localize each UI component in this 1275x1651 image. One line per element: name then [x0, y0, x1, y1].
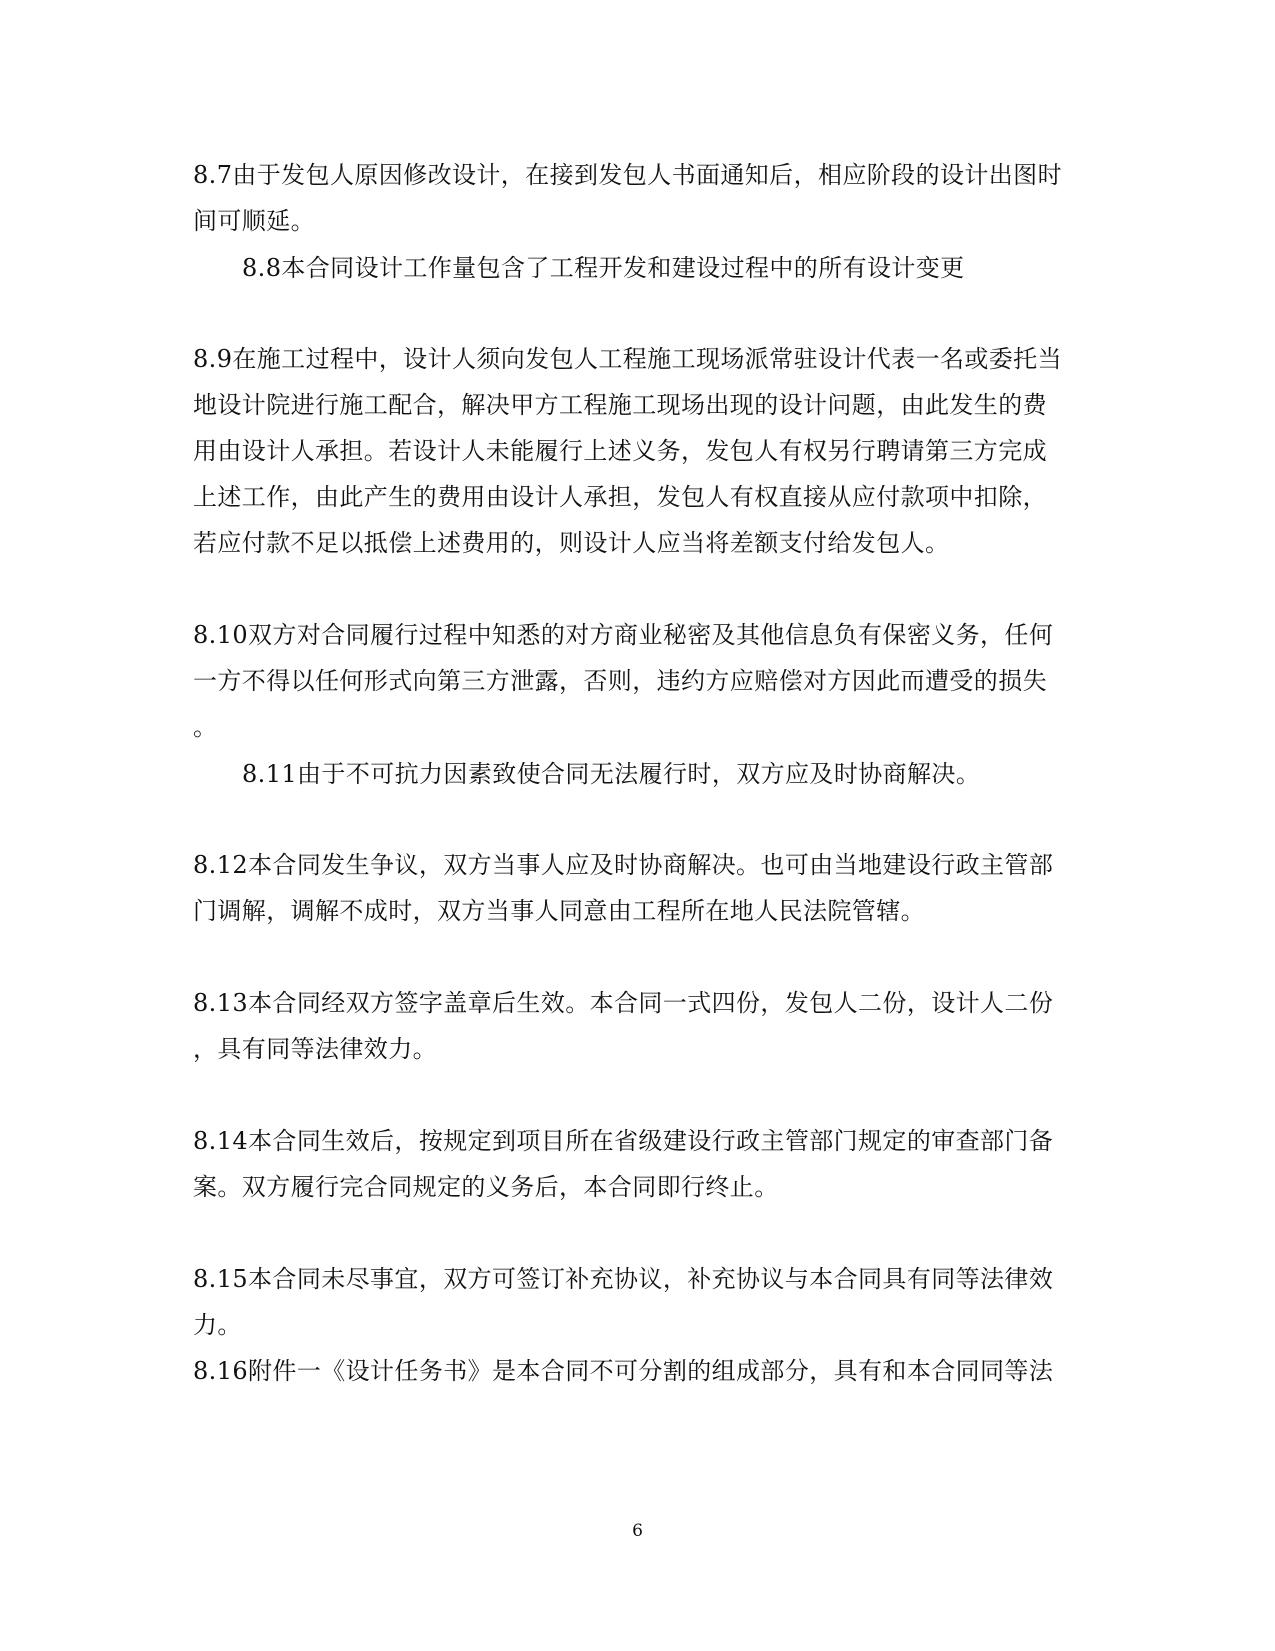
text-line: 8.14本合同生效后，按规定到项目所在省级建设行政主管部门规定的审查部门备 [193, 1127, 1054, 1155]
text-line: 力。 [193, 1311, 242, 1339]
text-line: ，具有同等法律效力。 [193, 1035, 437, 1063]
text-line: 间可顺延。 [193, 207, 315, 235]
text-line: 案。双方履行完合同规定的义务后，本合同即行终止。 [193, 1173, 779, 1201]
text-line: 。 [193, 713, 218, 741]
text-line: 上述工作，由此产生的费用由设计人承担，发包人有权直接从应付款项中扣除， [193, 483, 1047, 511]
page-number: 6 [632, 1521, 643, 1541]
text-line: 8.10双方对合同履行过程中知悉的对方商业秘密及其他信息负有保密义务，任何 [193, 621, 1054, 649]
text-line: 8.8本合同设计工作量包含了工程开发和建设过程中的所有设计变更 [242, 254, 965, 282]
text-line: 8.12本合同发生争议，双方当事人应及时协商解决。也可由当地建设行政主管部 [193, 851, 1054, 879]
text-line: 8.16附件一《设计任务书》是本合同不可分割的组成部分，具有和本合同同等法 [193, 1357, 1054, 1385]
text-line: 一方不得以任何形式向第三方泄露，否则，违约方应赔偿对方因此而遭受的损失 [193, 667, 1047, 695]
text-line: 用由设计人承担。若设计人未能履行上述义务，发包人有权另行聘请第三方完成 [193, 437, 1047, 465]
text-line: 8.9在施工过程中，设计人须向发包人工程施工现场派常驻设计代表一名或委托当 [193, 345, 1062, 373]
text-line: 门调解，调解不成时，双方当事人同意由工程所在地人民法院管辖。 [193, 897, 925, 925]
text-line: 若应付款不足以抵偿上述费用的，则设计人应当将差额支付给发包人。 [193, 529, 950, 557]
text-line: 地设计院进行施工配合，解决甲方工程施工现场出现的设计问题，由此发生的费 [193, 391, 1047, 419]
text-line: 8.11由于不可抗力因素致使合同无法履行时，双方应及时协商解决。 [242, 760, 981, 788]
text-line: 8.13本合同经双方签字盖章后生效。本合同一式四份，发包人二份，设计人二份 [193, 989, 1054, 1017]
text-line: 8.15本合同未尽事宜，双方可签订补充协议，补充协议与本合同具有同等法律效 [193, 1265, 1054, 1293]
text-line: 8.7由于发包人原因修改设计，在接到发包人书面通知后，相应阶段的设计出图时 [193, 161, 1062, 189]
